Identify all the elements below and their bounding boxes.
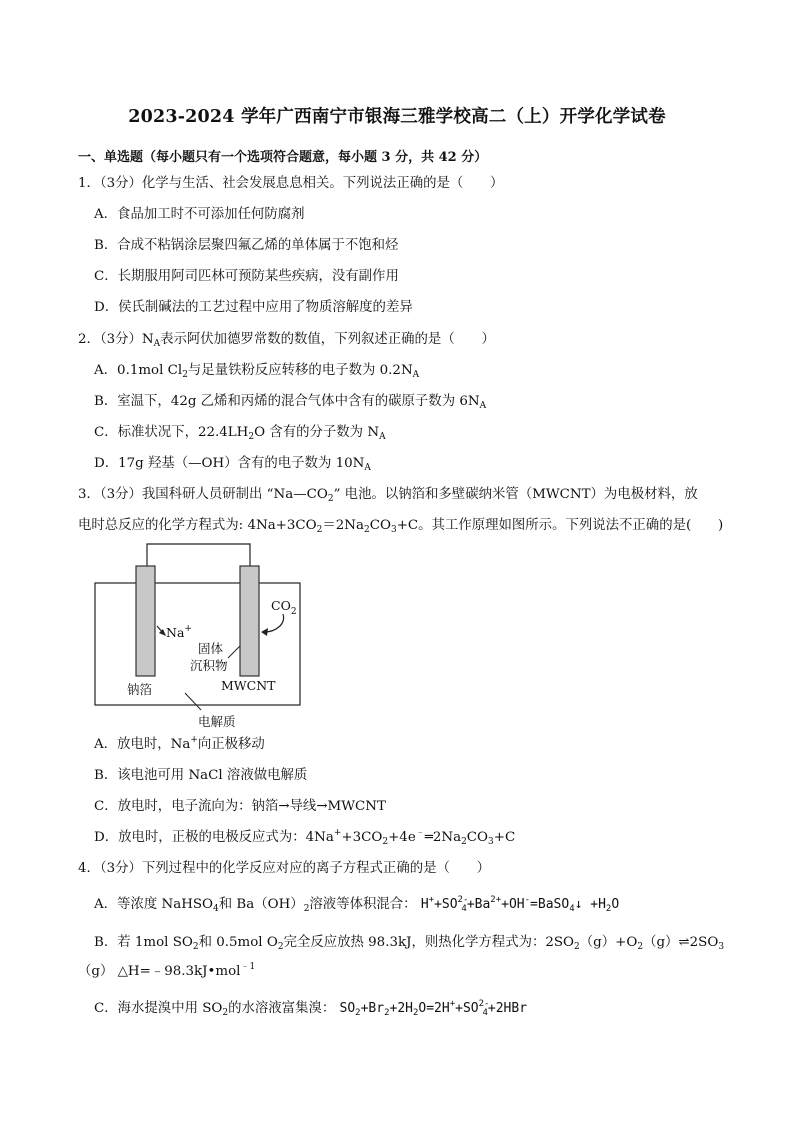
question-1-option-b: B．合成不粘锅涂层聚四氟乙烯的单体属于不饱和烃 bbox=[94, 238, 399, 253]
question-1-option-d: D．侯氏制碱法的工艺过程中应用了物质溶解度的差异 bbox=[94, 300, 413, 315]
question-2-option-c: C．标准状况下，$22.4LH_2O$ 含有的分子数为 $N_A$ bbox=[94, 425, 386, 442]
solid-deposit-label-1: 固体 bbox=[198, 641, 224, 656]
question-3-option-a: A．放电时，Na+向正极移动 bbox=[94, 735, 265, 752]
solid-deposit-pointer bbox=[228, 646, 240, 658]
question-3-option-d: D．放电时，正极的电极反应式为：$4Na^++3CO_2+4e^﹣═2Na_2CO_3+C$ bbox=[94, 828, 516, 847]
sodium-foil-electrode bbox=[136, 566, 155, 676]
question-4-option-b-line-2: （g） △H=﹣98.3kJ•mol$^{﹣1}$ bbox=[78, 962, 256, 979]
question-1-stem: 1．（3分）化学与生活、社会发展息息相关。下列说法正确的是（ ） bbox=[78, 176, 504, 191]
question-2-option-a: A．0.1mol $Cl_2$与足量铁粉反应转移的电子数为 $0.2N_A$ bbox=[94, 363, 420, 380]
co2-label: $CO_2$ bbox=[271, 598, 297, 617]
question-3-option-c: C．放电时，电子流向为：钠箔→导线→MWCNT bbox=[94, 799, 386, 814]
question-4-option-c: C．海水提溴中用 $SO_2$的水溶液富集溴： $SO_2+Br_2+2H_2O=2H^++SO^{2-}_4+2HBr$ bbox=[94, 999, 528, 1018]
na-ion-label: Na+ bbox=[166, 624, 192, 640]
section-heading: 一、单选题（每小题只有一个选项符合题意，每小题 3 分，共 42 分） bbox=[78, 150, 488, 165]
mwcnt-electrode bbox=[240, 566, 259, 676]
question-1-option-a: A．食品加工时不可添加任何防腐剂 bbox=[94, 207, 305, 222]
question-2-stem: 2．（3分）$N_A$表示阿伏加德罗常数的数值，下列叙述正确的是（ ） bbox=[78, 332, 495, 349]
question-1-option-c: C．长期服用阿司匹林可预防某些疾病，没有副作用 bbox=[94, 269, 399, 284]
question-3-option-b: B．该电池可用 NaCl 溶液做电解质 bbox=[94, 768, 308, 783]
question-2-option-d: D．17g 羟基（—OH）含有的电子数为 $10N_A$ bbox=[94, 456, 371, 473]
question-3-stem-line-2: 电时总反应的化学方程式为: $4Na+3CO_2=2Na_2CO_3+C$。其工作原理如图所示。下列说法不正确的是( ) bbox=[78, 518, 724, 535]
solid-deposit-label-2: 沉积物 bbox=[190, 658, 228, 673]
question-4-stem: 4．（3分）下列过程中的化学反应对应的离子方程式正确的是（ ） bbox=[78, 861, 491, 876]
electrolyte-label: 电解质 bbox=[198, 714, 236, 729]
question-4-option-a-equation: $H^++SO^{2-}_4+Ba^{2+}+OH^-=BaSO_4↓ +H_2O$ bbox=[420, 895, 620, 914]
question-3-stem-line-1: 3．（3分）我国科研人员研制出 “$Na—CO_2$” 电池。以钠箔和多壁碳纳米管（MWCNT）为电极材料，放 bbox=[78, 487, 698, 504]
electrolyte-pointer bbox=[185, 693, 201, 710]
question-2-option-b: B．室温下，42g 乙烯和丙烯的混合气体中含有的碳原子数为 $6N_A$ bbox=[94, 394, 487, 411]
sodium-foil-label: 钠箔 bbox=[127, 682, 153, 697]
page-title: 2023-2024 学年广西南宁市银海三雅学校高二（上）开学化学试卷 bbox=[128, 107, 666, 127]
question-4-option-c-equation: $SO_2+Br_2+2H_2O=2H^++SO^{2-}_4+2HBr$ bbox=[339, 999, 528, 1018]
battery-diagram bbox=[90, 540, 330, 740]
question-4-option-a: A．等浓度 NaHSO$_4$和 $Ba(OH)_2$溶液等体积混合： $H^++SO^{2-}_4+Ba^{2+}+OH^-=BaSO_4↓ +H_2O$ bbox=[94, 895, 620, 914]
question-4-option-b-line-1: B．若 1mol $SO_2$和 0.5mol $O_2$完全反应放热 98.3kJ，则热化学方程式为：$2SO_2(g)+O_2(g)\rightleftharpoons 2SO_3$ bbox=[94, 935, 725, 952]
external-wire bbox=[147, 544, 250, 566]
mwcnt-label: MWCNT bbox=[221, 678, 276, 693]
